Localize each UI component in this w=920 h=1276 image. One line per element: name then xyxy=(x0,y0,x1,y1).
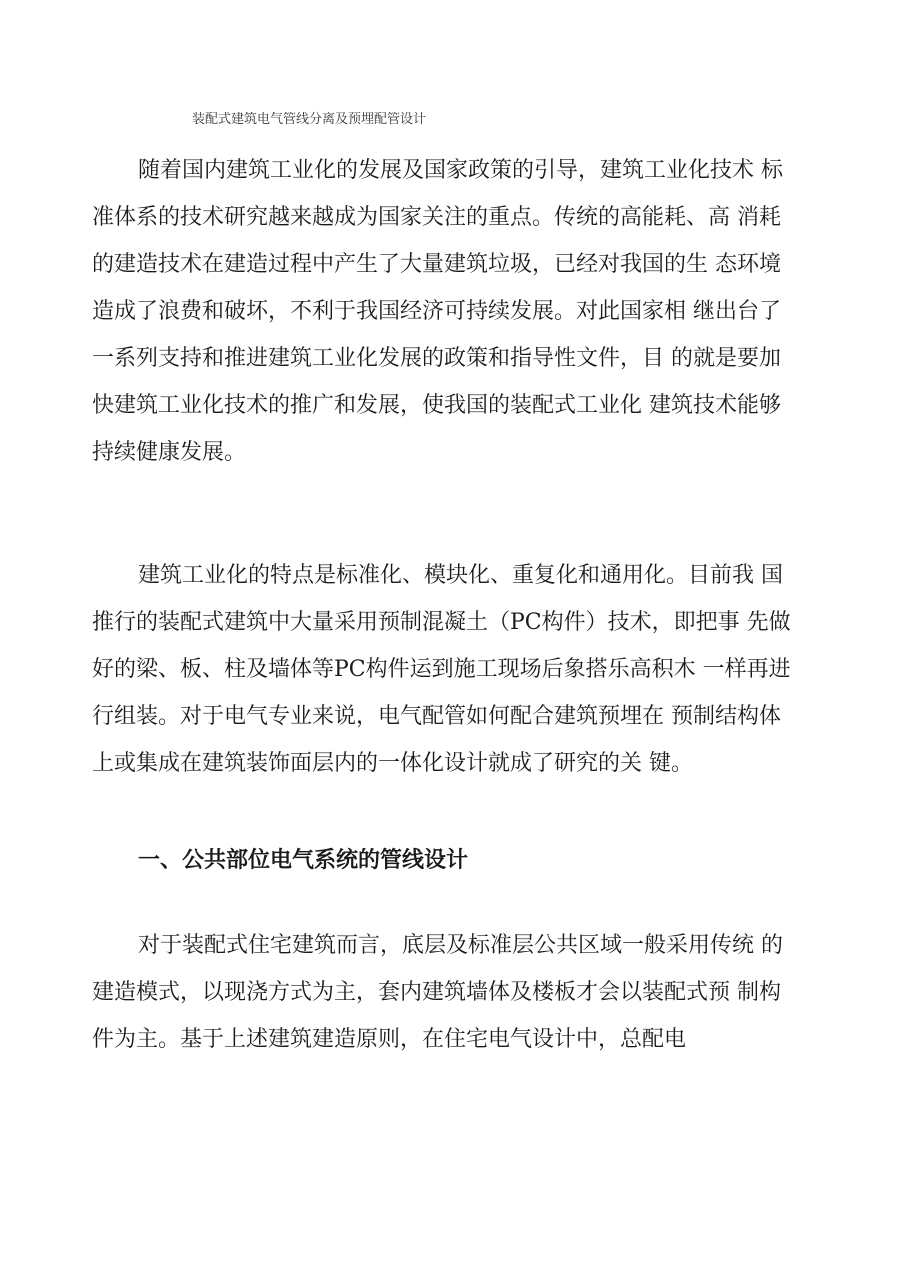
text-line: 快建筑工业化技术的推广和发展，使我国的装配式工业化 建筑技术能够 xyxy=(92,393,781,418)
text-line: 好的梁、板、柱及墙体等PC构件运到施工现场后象搭乐高积木 一样再进 xyxy=(92,657,791,682)
text-line: 上或集成在建筑装饰面层内的一体化设计就成了研究的关 键。 xyxy=(92,751,693,776)
text-line: 准体系的技术研究越来越成为国家关注的重点。传统的高能耗、高 消耗 xyxy=(92,205,781,230)
text-line: 行组装。对于电气专业来说，电气配管如何配合建筑预埋在 预制结构体 xyxy=(92,704,781,729)
text-line: 建筑工业化的特点是标准化、模块化、重复化和通用化。目前我 国 xyxy=(138,563,783,588)
section-heading: 一、公共部位电气系统的管线设计 xyxy=(138,847,469,873)
page-header-title: 装配式建筑电气管线分离及预埋配管设计 xyxy=(192,112,427,127)
text-line: 的建造技术在建造过程中产生了大量建筑垃圾，已经对我国的生 态环境 xyxy=(92,252,781,277)
text-line: 造成了浪费和破坏，不利于我国经济可持续发展。对此国家相 继出台了 xyxy=(92,299,781,324)
text-line: 件为主。基于上述建筑建造原则，在住宅电气设计中，总配电 xyxy=(92,1027,687,1052)
text-line: 建造模式，以现浇方式为主，套内建筑墙体及楼板才会以装配式预 制构 xyxy=(92,980,781,1005)
text-line: 随着国内建筑工业化的发展及国家政策的引导，建筑工业化技术 标 xyxy=(138,158,783,183)
text-line: 推行的装配式建筑中大量采用预制混凝土（PC构件）技术，即把事 先做 xyxy=(92,610,791,635)
text-line: 持续健康发展。 xyxy=(92,440,247,465)
text-line: 一系列支持和推进建筑工业化发展的政策和指导性文件，目 的就是要加 xyxy=(92,346,781,371)
text-line: 对于装配式住宅建筑而言，底层及标准层公共区域一般采用传统 的 xyxy=(138,933,783,958)
